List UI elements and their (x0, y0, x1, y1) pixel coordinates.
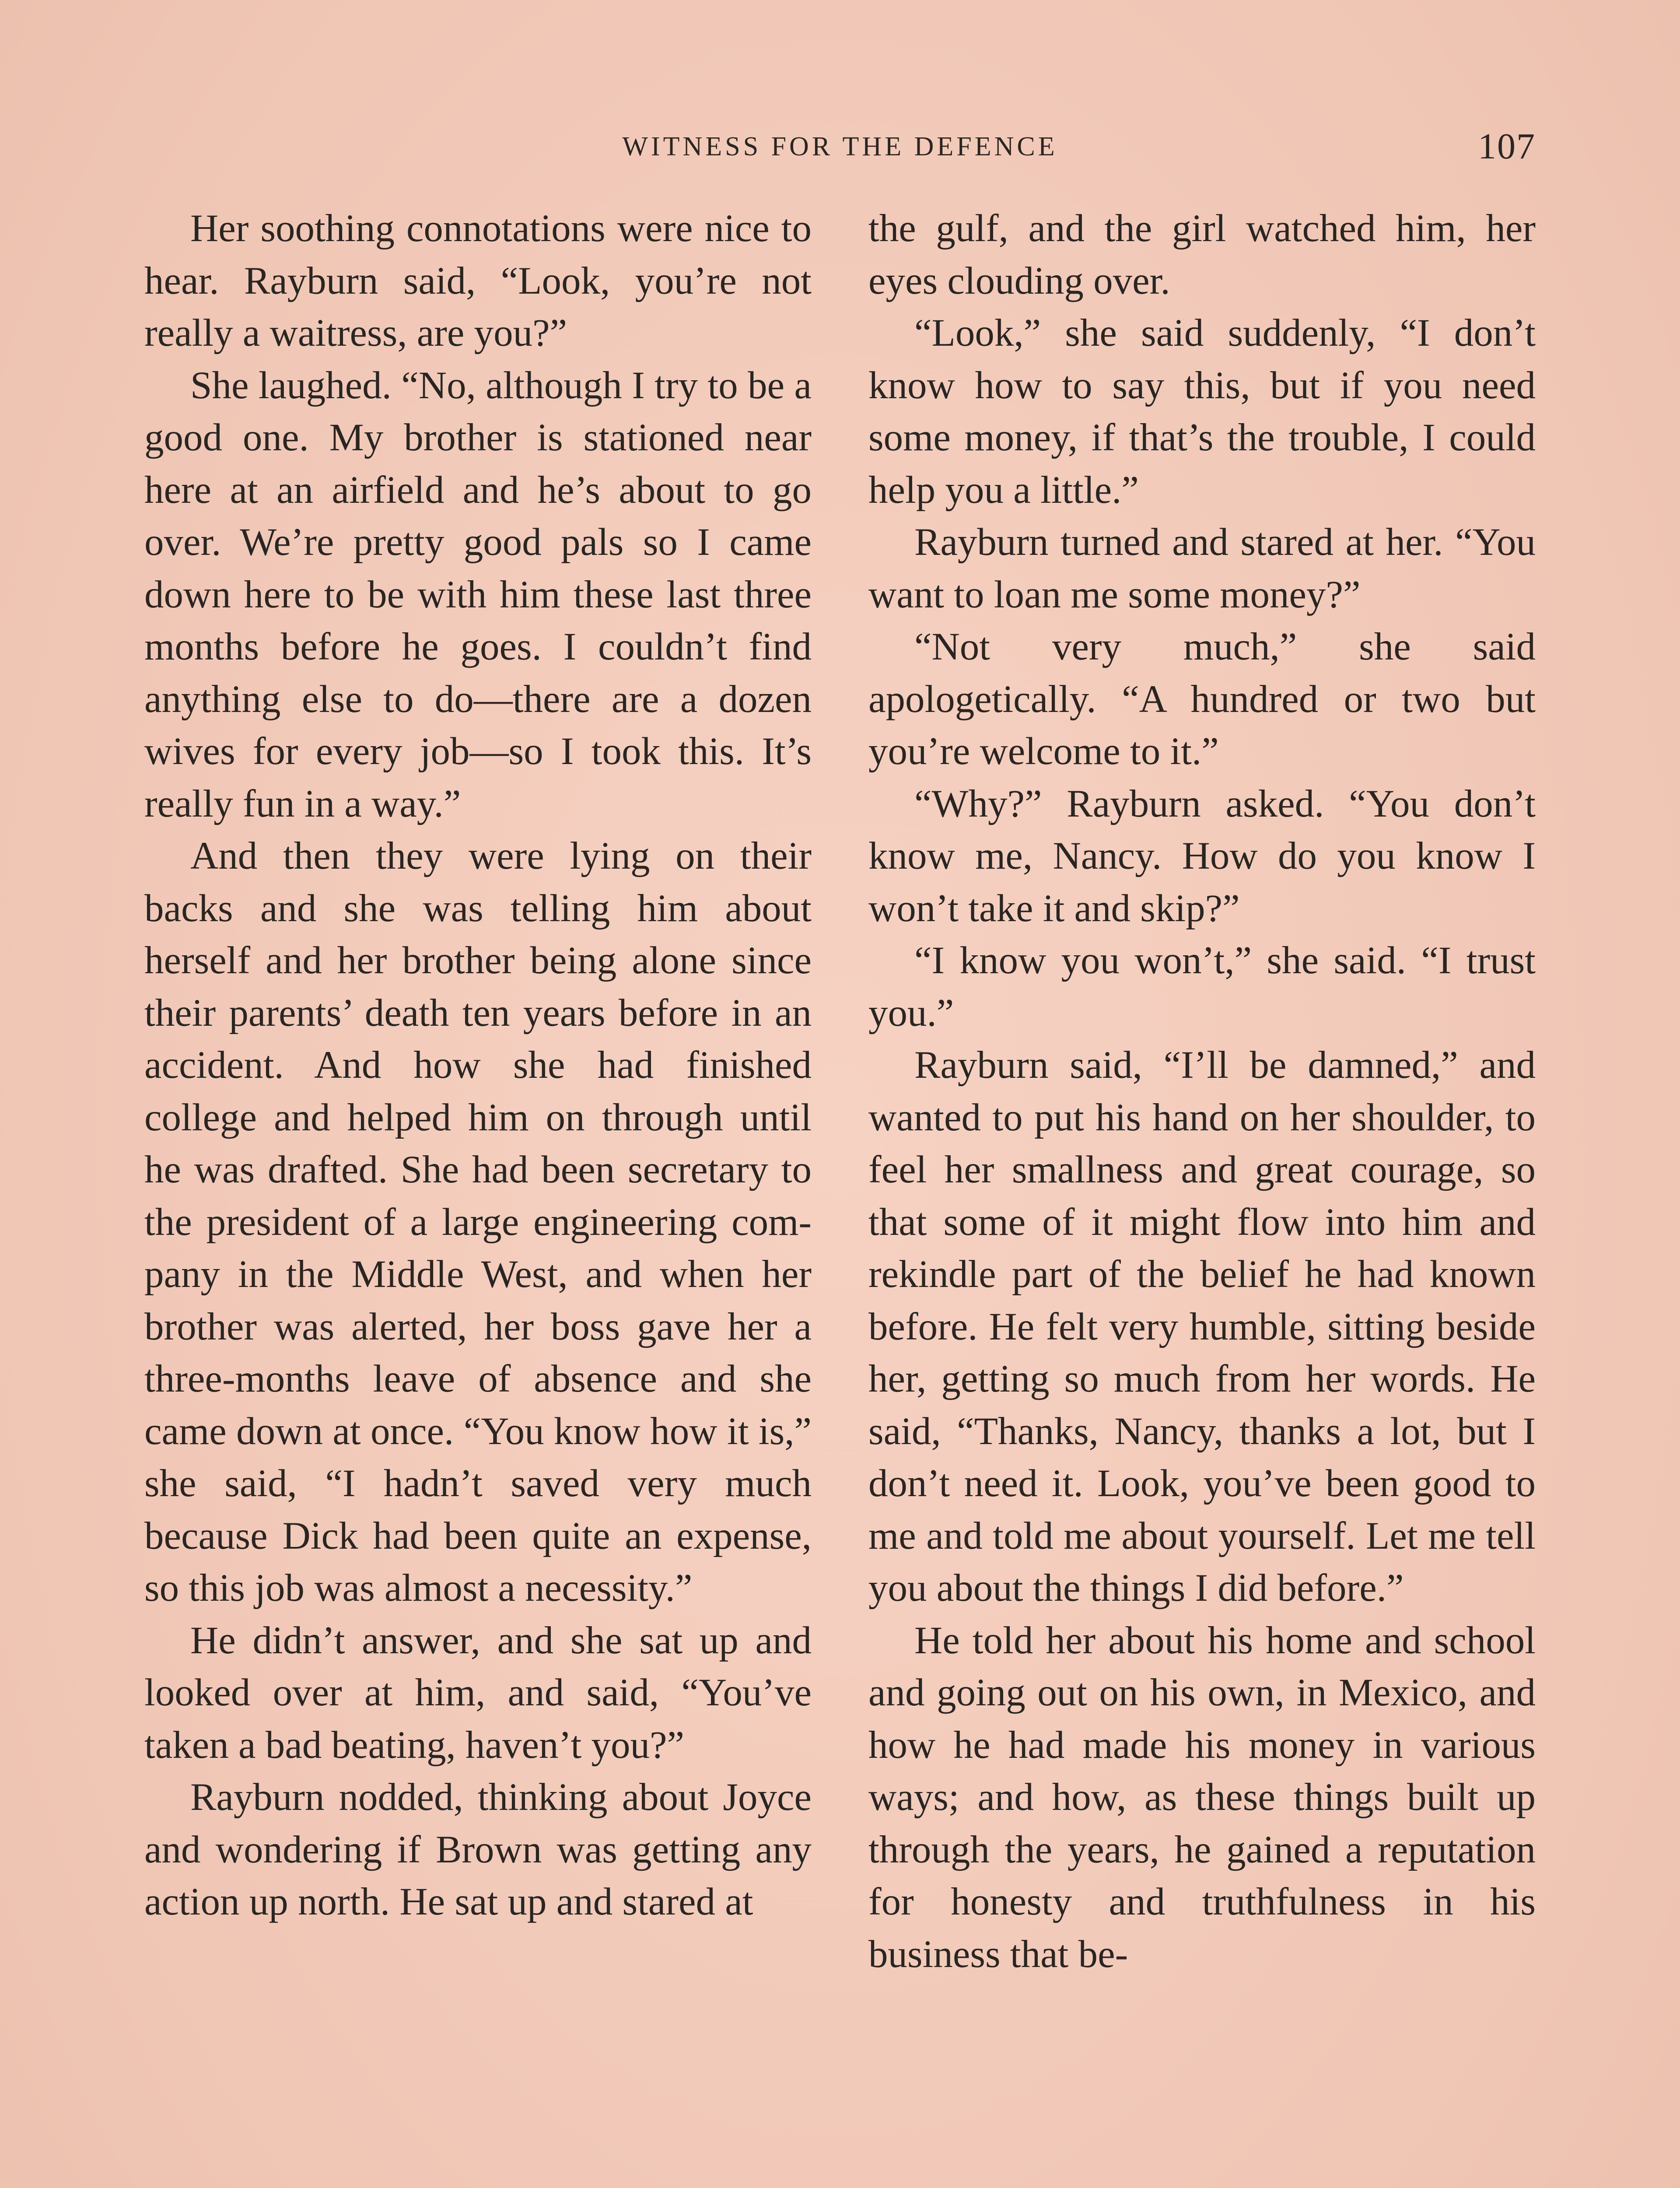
paragraph: Rayburn said, “I’ll be damned,” and wanted to put his hand on her shoulder, to feel her smallness and great courage, so that some of it might flow into him and rekindle part of the belief he had known before. He felt very humble, sitting beside her, getting so much from her words. He said, “Thanks, Nancy, thanks a lot, but I don’t need it. Look, you’ve been good to me and told me about yourself. Let me tell you about the things I did before.” (868, 1044, 1536, 1609)
paragraph: “I know you won’t,” she said. “I trust you.” (868, 939, 1536, 1034)
paragraph: He didn’t answer, and she sat up and looked over at him, and said, “You’ve taken a bad beating, haven’t you?” (144, 1619, 812, 1767)
paragraph: Her soothing connotations were nice to hear. Rayburn said, “Look, you’re not really a waitress, are you?” (144, 207, 812, 354)
paragraph: And then they were lying on their backs and she was telling him about herself and her brother being alone since their parents’ death ten years before in an accident. And how she had finished college and helped him on through until he was drafted. She had been secretary to the president of a large engineering company in the Middle West, and when her brother was alerted, her boss gave her a three-months leave of absence and she came down at once. “You know how it is,” she said, “I hadn’t saved very much because Dick had been quite an expense, so this job was almost a necessity.” (144, 835, 812, 1609)
paragraph: “Why?” Rayburn asked. “You don’t know me, Nancy. How do you know I won’t take it and skip?” (868, 782, 1536, 930)
right-text-column (868, 203, 1536, 1981)
paragraph: “Not very much,” she said apologetically. “A hundred or two but you’re welcome to it.” (868, 625, 1536, 773)
running-header (144, 126, 1536, 179)
paragraph-continuation: the gulf, and the girl watched him, her eyes clouding over. (868, 207, 1536, 302)
page-number: 107 (1478, 126, 1536, 167)
paragraph: Rayburn turned and stared at her. “You want to loan me some money?” (868, 521, 1536, 616)
left-text-column (144, 203, 812, 1929)
running-title: WITNESS FOR THE DEFENCE (622, 132, 1058, 161)
paragraph: He told her about his home and school and going out on his own, in Mexico, and how he had made his money in various ways; and how, as these things built up through the years, he gained a reputation for honesty and truthfulness in his business that be- (868, 1619, 1536, 1976)
paragraph: She laughed. “No, although I try to be a good one. My brother is stationed near here at an airfield and he’s about to go over. We’re pretty good pals so I came down here to be with him these last three months before he goes. I couldn’t find anything else to do—there are a dozen wives for every job—so I took this. It’s really fun in a way.” (144, 364, 812, 825)
paragraph: Rayburn nodded, thinking about Joyce and wondering if Brown was getting any action up north. He sat up and stared at (144, 1776, 812, 1923)
paragraph: “Look,” she said suddenly, “I don’t know how to say this, but if you need some money, if that’s the trouble, I could help you a little.” (868, 312, 1536, 512)
